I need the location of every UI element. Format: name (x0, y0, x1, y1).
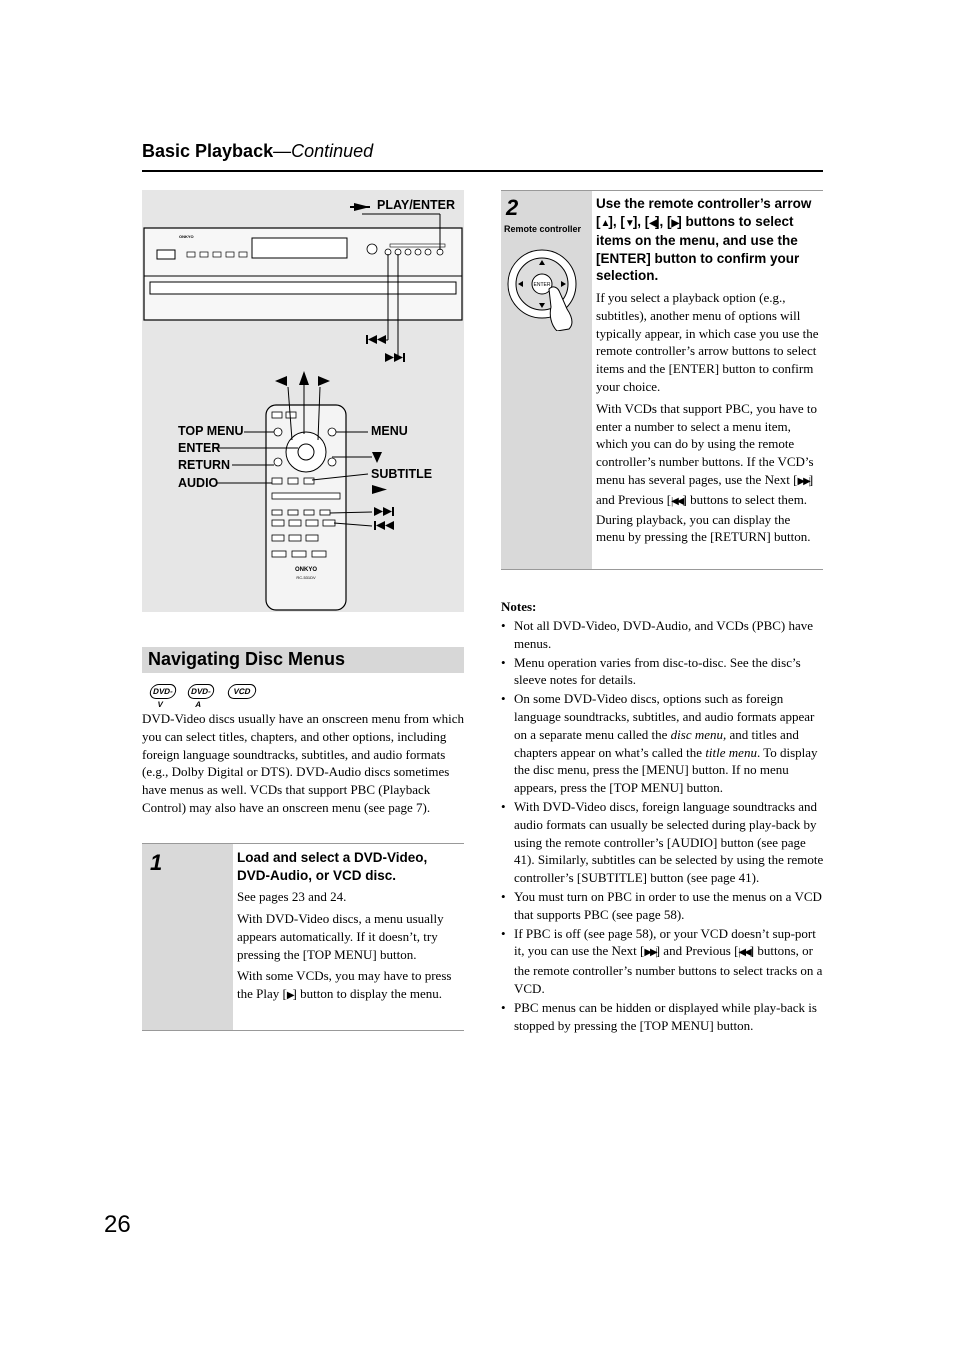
remote-dpad-illustration (505, 249, 591, 331)
section-heading: Navigating Disc Menus (142, 647, 464, 673)
power-button (157, 250, 175, 259)
list-item: • PBC menus can be hidden or displayed while play-back is stopped by pressing the [TOP MENU] button. (501, 999, 826, 1035)
player-and-remote-figure (142, 190, 464, 612)
disc-tray (150, 282, 456, 294)
next-icon: ▶▶| (644, 947, 656, 959)
right-arrow-icon (318, 376, 330, 386)
player-brand-logo: ONKYO (179, 234, 194, 239)
up-arrow-icon (299, 371, 309, 385)
header-rule (142, 170, 823, 172)
down-arrow-icon (372, 452, 382, 463)
label-enter: ENTER (178, 441, 221, 455)
player-remote-illustration (142, 190, 464, 612)
remote-model: RC-531DV (296, 575, 316, 580)
step-1-p2: With DVD-Video discs, a menu usually appears automatically. If it doesn’t, try pressing the [TOP MENU] button. (237, 910, 444, 962)
remote-brand-logo: ONKYO (294, 567, 318, 573)
right-arrow-icon: ▶ (671, 217, 678, 229)
front-display (252, 238, 347, 258)
step-1-box (142, 843, 464, 1031)
intro-paragraph: DVD-Video discs usually have an onscreen menu from which you can select titles, chapters, and other options, including foreign language soundtracks, subtitles, and audio formats (e.g., Dolby Digital or DTS). DVD-Audio discs sometimes have menus as well. VCDs that support PBC (Playback Control) may also have an onscreen menu (see page 7). (142, 711, 464, 815)
badge-vcd: VCD (226, 684, 257, 699)
next-icon (385, 353, 405, 362)
list-item: • With DVD-Video discs, foreign language soundtracks and audio formats can usually be selected during play-back by using the remote controller’s [AUDIO] button (see page 41). Similarly, subtitles can be selected by using the remote controller’s [SUBTITLE] button (see page 41). (501, 798, 826, 887)
previous-icon: |◀◀ (671, 495, 683, 507)
left-arrow-icon: ◀ (649, 217, 656, 229)
badge-dvd-video: DVD-V (148, 684, 177, 699)
notes-section (501, 599, 826, 1035)
list-item: • If PBC is off (see page 58), or your VCD doesn’t sup-port it, you can use the Next [▶▶|] and Previous [|◀◀] buttons, or the remote controller’s number buttons to select tracks on a VCD. (501, 925, 826, 998)
previous-icon (366, 335, 388, 344)
step-2-p1: If you select a playback option (e.g., subtitles), another menu of options will typically appear, in which case you use the remote controller’s arrow buttons to select items and the [ENTER] button to confirm your choice. (596, 289, 819, 394)
step-1-number: 1 (150, 850, 163, 875)
step-2-number-column (501, 191, 592, 569)
step-2-heading: Use the remote controller’s arrow [▲], [▼], [◀], [▶] buttons to select items on the menu, and use the [ENTER] button to confirm your selection. (596, 196, 812, 284)
play-icon: ▶ (286, 990, 293, 1002)
notes-title: Notes: (501, 599, 537, 614)
label-audio: AUDIO (178, 476, 219, 490)
down-arrow-icon: ▼ (624, 217, 633, 229)
remote-controller-caption: Remote controller (504, 224, 582, 234)
label-menu: MENU (371, 424, 408, 438)
step-2-number: 2 (506, 195, 519, 220)
step-2-p2: With VCDs that support PBC, you have to enter a number to select a menu item, which you can do by using the remote controller’s number buttons. If the VCD’s menu has several pages, use the Next [▶▶|] and Previous [|◀◀] buttons to select them. During playback, you can display the menu by pressing the [RETURN] button. (596, 400, 817, 545)
notes-list (501, 617, 826, 1034)
previous-icon: |◀◀ (738, 947, 750, 959)
badge-dvd-audio: DVD-A (186, 684, 215, 699)
step-1-heading: Load and select a DVD-Video, DVD-Audio, or VCD disc. (237, 850, 428, 883)
step-2-box (501, 190, 823, 570)
step-2-text (596, 195, 822, 550)
label-return: RETURN (178, 458, 231, 472)
play-icon (372, 485, 387, 494)
label-play-enter: PLAY/ENTER (377, 198, 456, 212)
step-1-p3: With some VCDs, you may have to press the Play [▶] button to display the menu. (237, 968, 452, 1002)
page-number: 26 (104, 1211, 131, 1238)
next-icon (374, 507, 394, 516)
running-header: Basic Playback—Continued (142, 141, 374, 161)
up-arrow-icon: ▲ (600, 217, 609, 229)
list-item: • Menu operation varies from disc-to-disc. See the disc’s sleeve notes for details. (501, 654, 826, 690)
svg-text:ENTER: ENTER (533, 282, 551, 288)
list-item: • You must turn on PBC in order to use the menus on a VCD that supports PBC (see page 58). (501, 888, 826, 924)
next-icon: ▶▶| (797, 475, 809, 487)
label-subtitle: SUBTITLE (371, 467, 433, 481)
previous-icon (374, 521, 394, 530)
left-arrow-icon (275, 376, 287, 386)
label-top-menu: TOP MENU (178, 424, 244, 438)
list-item: • On some DVD-Video discs, options such as foreign language soundtracks, subtitles, and audio formats appear on a separate menu called the disc menu, and titles and chapters appear on what’s called the title menu. To display the disc menu, press the [MENU] button. If no menu appears, press the [TOP MENU] button. (501, 690, 826, 797)
step-1-p1: See pages 23 and 24. (237, 889, 347, 905)
list-item: • Not all DVD-Video, DVD-Audio, and VCDs (PBC) have menus. (501, 617, 826, 653)
step-1-text (237, 849, 463, 1009)
